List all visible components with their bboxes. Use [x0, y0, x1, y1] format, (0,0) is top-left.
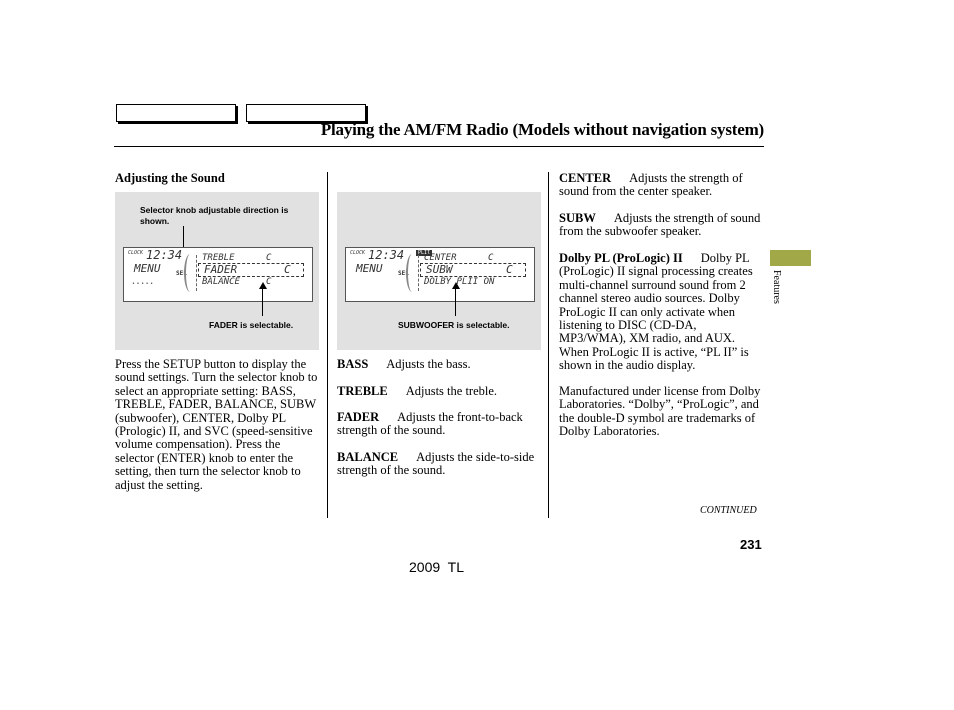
- clock-label: CLOCK: [350, 250, 366, 256]
- row-treble: TREBLE: [202, 253, 235, 263]
- setting-desc: Adjusts the front-to-back strength of the sound.: [337, 410, 523, 438]
- column-divider-1: [327, 172, 328, 518]
- row-center-value: C: [488, 253, 494, 263]
- menu-label: MENU: [134, 262, 161, 275]
- figure-callout-subwoofer: SUBWOOFER is selectable.: [398, 320, 510, 330]
- row-balance: BALANCE: [202, 277, 240, 287]
- setting-item-balance: [337, 451, 543, 478]
- selector-knob-icon: [406, 254, 418, 292]
- pointer-arrow-icon: [259, 282, 267, 289]
- section-tab-label: Features: [771, 270, 782, 304]
- title-rule: [114, 146, 764, 147]
- setting-term: BALANCE: [337, 450, 399, 464]
- figure-fader: [115, 192, 319, 350]
- pointer-leader: [262, 288, 263, 316]
- section-heading: Adjusting the Sound: [115, 171, 225, 185]
- setting-item-treble: [337, 385, 543, 398]
- audio-display: [123, 247, 313, 302]
- setting-item-fader: [337, 411, 543, 438]
- clock-label: CLOCK: [128, 250, 144, 256]
- figure-callout-fader: FADER is selectable.: [209, 320, 294, 330]
- figure-callout-knob: Selector knob adjustable direction is shown.: [140, 205, 289, 226]
- setting-term: CENTER: [559, 171, 612, 185]
- nav-box-left[interactable]: [116, 104, 236, 122]
- model-footer: 2009 TL: [409, 559, 465, 575]
- setting-term: FADER: [337, 410, 380, 424]
- pointer-leader: [455, 288, 456, 316]
- setting-item-center: [559, 172, 765, 199]
- row-fader: FADER: [204, 263, 238, 276]
- setting-desc: Adjusts the bass.: [386, 357, 471, 371]
- setting-term: TREBLE: [337, 384, 388, 398]
- page-number: 231: [740, 537, 762, 552]
- row-balance-value: C: [266, 277, 272, 287]
- clock-time: 12:34: [368, 248, 405, 262]
- license-text: Manufactured under license from Dolby Laboratories. “Dolby”, “ProLogic”, and the double-D symbol are trademarks of Dolby Laboratories.: [559, 384, 761, 439]
- pointer-arrow-icon: [452, 282, 460, 289]
- pl2-badge: PLII: [418, 250, 431, 256]
- menu-label: MENU: [356, 262, 383, 275]
- audio-display: [345, 247, 535, 302]
- left-body-text: Press the SETUP button to display the sound settings. Turn the selector knob to select an appropriate setting: BASS, TREBLE, FADER, BALANCE, SUBW (subwoofer), CENTER, Dolby PL (Prologic) II, and SVC (speed-sensitive volume compensation). Press the selector (ENTER) knob to enter the setting, then turn the selector knob to adjust the setting.: [115, 357, 318, 492]
- figure-subwoofer: [337, 192, 541, 350]
- row-subw: SUBW: [426, 263, 453, 276]
- row-subw-value: C: [506, 263, 513, 276]
- eq-dots: • • • • •: [132, 281, 154, 287]
- setting-desc: Dolby PL (ProLogic) II signal processing creates multi-channel surround sound from 2 channel stereo audio sources. Dolby ProLogic II can only activate when listening to DISC (CD-DA, MP3/WMA), XM radio, and AUX. When ProLogic II is active, “PL II” is shown in the audio display.: [559, 251, 753, 373]
- row-dolby: DOLBY PLII ON: [424, 277, 495, 287]
- section-tab: [770, 250, 811, 266]
- setting-desc: Adjusts the strength of sound from the subwoofer speaker.: [559, 211, 761, 239]
- row-treble-value: C: [266, 253, 272, 263]
- setting-item-bass: [337, 358, 543, 371]
- sel-label: SEL: [398, 270, 409, 277]
- setting-desc: Adjusts the treble.: [405, 384, 498, 398]
- selector-knob-icon: [184, 254, 196, 292]
- row-center: CENTER: [424, 253, 457, 263]
- setting-desc: Adjusts the strength of sound from the center speaker.: [559, 171, 743, 199]
- setting-desc: Adjusts the side-to-side strength of the sound.: [337, 450, 535, 478]
- setting-item-dolby: [559, 252, 765, 373]
- continued-label: CONTINUED: [700, 505, 757, 516]
- sel-label: SEL: [176, 270, 187, 277]
- row-fader-value: C: [284, 263, 291, 276]
- page-title: Playing the AM/FM Radio (Models without navigation system): [320, 120, 764, 139]
- column-divider-2: [548, 172, 549, 518]
- setting-term: SUBW: [559, 211, 596, 225]
- setting-term: BASS: [337, 357, 369, 371]
- setting-term: Dolby PL (ProLogic) II: [559, 251, 683, 265]
- clock-time: 12:34: [146, 248, 183, 262]
- setting-item-subw: [559, 212, 765, 239]
